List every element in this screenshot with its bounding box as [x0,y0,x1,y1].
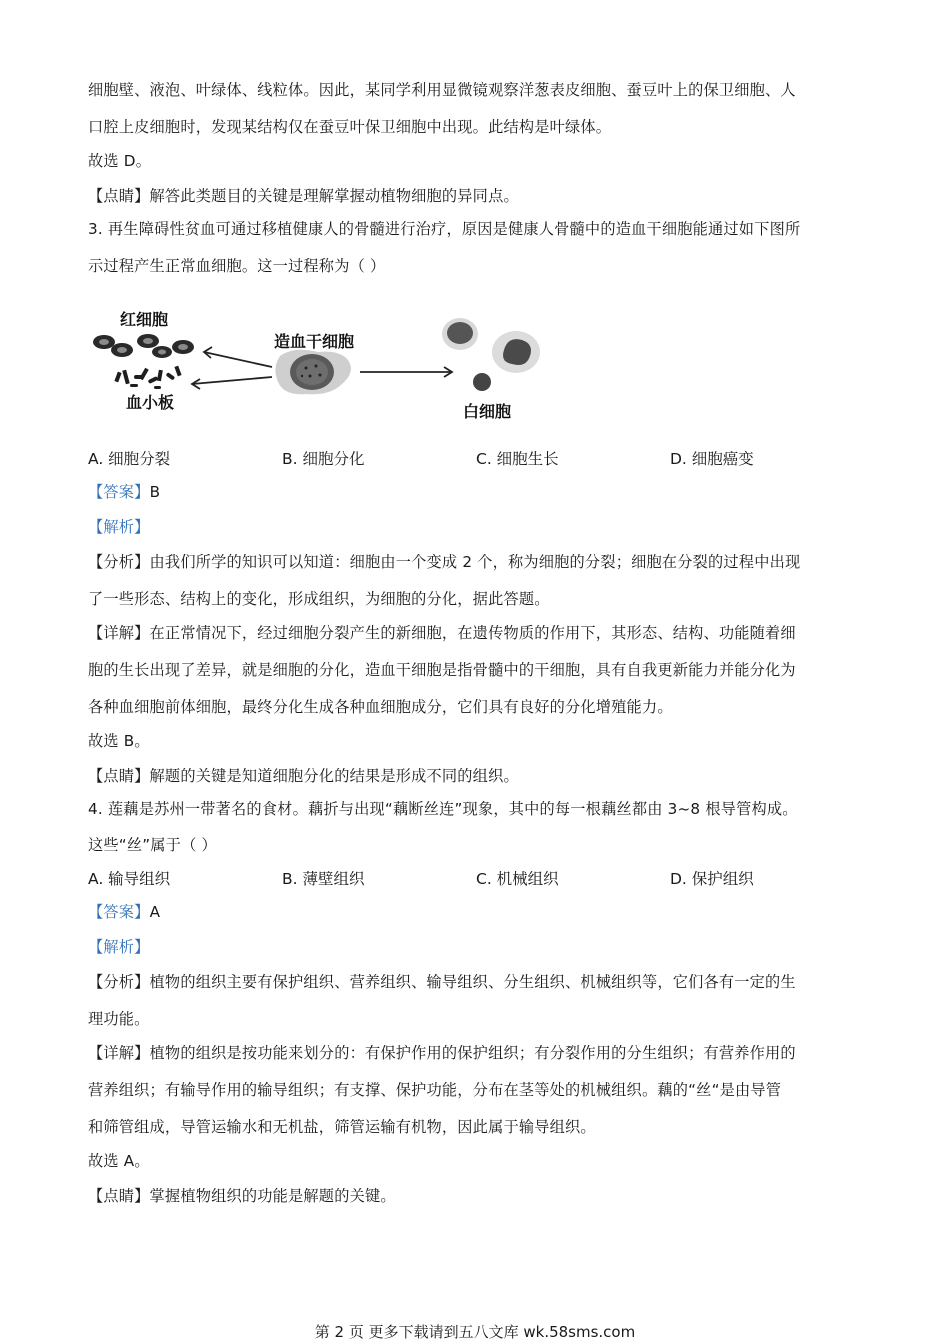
text-line: 【详解】植物的组织是按功能来划分的：有保护作用的保护组织；有分裂作用的分生组织；有营养作用的 [88,1044,796,1062]
option-b: B. 细胞分化 [282,450,365,468]
red-cell-label: 红细胞 [120,310,169,329]
answer-value: A [149,903,161,921]
option-c: C. 机械组织 [476,870,559,888]
section-tag: 【答案】 [88,483,150,501]
text-line: 了一些形态、结构上的变化，形成组织，为细胞的分化，据此答题。 [88,590,550,608]
red-blood-cells-image [93,334,194,358]
platelets-image [114,366,181,389]
text-line: 故选 D。 [88,152,152,170]
option-a: A. 细胞分裂 [88,450,171,468]
option-b: B. 薄壁组织 [282,870,365,888]
text-line: 故选 A。 [88,1152,150,1170]
text-line: 示过程产生正常血细胞。这一过程称为（ ） [88,257,386,275]
option-d: D. 保护组织 [670,870,754,888]
stem-cell-image [275,350,350,395]
text-line: 细胞壁、液泡、叶绿体、线粒体。因此，某同学利用显微镜观察洋葱表皮细胞、蚕豆叶上的保卫细胞、人 [88,81,796,99]
text-line [88,517,868,537]
stem-cell-label: 造血干细胞 [274,332,355,351]
text-line [88,902,868,922]
text-line: 胞的生长出现了差异，就是细胞的分化，造血干细胞是指骨髓中的干细胞，具有自我更新能力并能分化为 [88,661,796,679]
option-d: D. 细胞癌变 [670,450,754,468]
text-line: 4. 莲藕是苏州一带著名的食材。藕折与出现“藕断丝连”现象，其中的每一根藕丝都由 3~8 根导管构成。 [88,800,798,818]
page-footer: 第 2 页 更多下载请到五八文库 wk.58sms.com [314,1323,636,1341]
text-line: 各种血细胞前体细胞，最终分化生成各种血细胞成分，它们具有良好的分化增殖能力。 [88,698,673,716]
text-line: 【点睛】解题的关键是知道细胞分化的结果是形成不同的组织。 [88,767,519,785]
text-line: 【分析】植物的组织主要有保护组织、营养组织、输导组织、分生组织、机械组织等，它们各有一定的生 [88,973,796,991]
option-a: A. 输导组织 [88,870,171,888]
text-line: 口腔上皮细胞时，发现某结构仅在蚕豆叶保卫细胞中出现。此结构是叶绿体。 [88,118,612,136]
answer-value: B [149,483,161,501]
text-line: 【点睛】解答此类题目的关键是理解掌握动植物细胞的异同点。 [88,187,519,205]
option-c: C. 细胞生长 [476,450,559,468]
text-line: 营养组织；有输导作用的输导组织；有支撑、保护功能，分布在茎等处的机械组织。藕的“丝“是由导管 [88,1081,782,1099]
text-line [88,482,868,502]
section-tag: 【解析】 [88,938,150,956]
white-blood-cells-image [442,318,540,391]
white-cell-label: 白细胞 [463,402,512,421]
hematopoiesis-diagram [86,300,556,430]
text-line: 理功能。 [88,1010,150,1028]
text-line: 3. 再生障碍性贫血可通过移植健康人的骨髓进行治疗，原因是健康人骨髓中的造血干细胞能通过如下图所 [88,220,801,238]
hematopoiesis-figure [86,300,556,430]
text-line: 和筛管组成，导管运输水和无机盐，筛管运输有机物，因此属于输导组织。 [88,1118,596,1136]
text-line: 【分析】由我们所学的知识可以知道：细胞由一个变成 2 个，称为细胞的分裂；细胞在分裂的过程中出现 [88,553,801,571]
text-line: 故选 B。 [88,732,150,750]
section-tag: 【答案】 [88,903,150,921]
section-tag: 【解析】 [88,518,150,536]
text-line [88,937,868,957]
text-line: 【详解】在正常情况下，经过细胞分裂产生的新细胞，在遗传物质的作用下，其形态、结构、功能随着细 [88,624,796,642]
platelet-label: 血小板 [126,393,175,412]
text-line: 【点睛】掌握植物组织的功能是解题的关键。 [88,1187,396,1205]
text-line: 这些“丝”属于（ ） [88,836,217,854]
